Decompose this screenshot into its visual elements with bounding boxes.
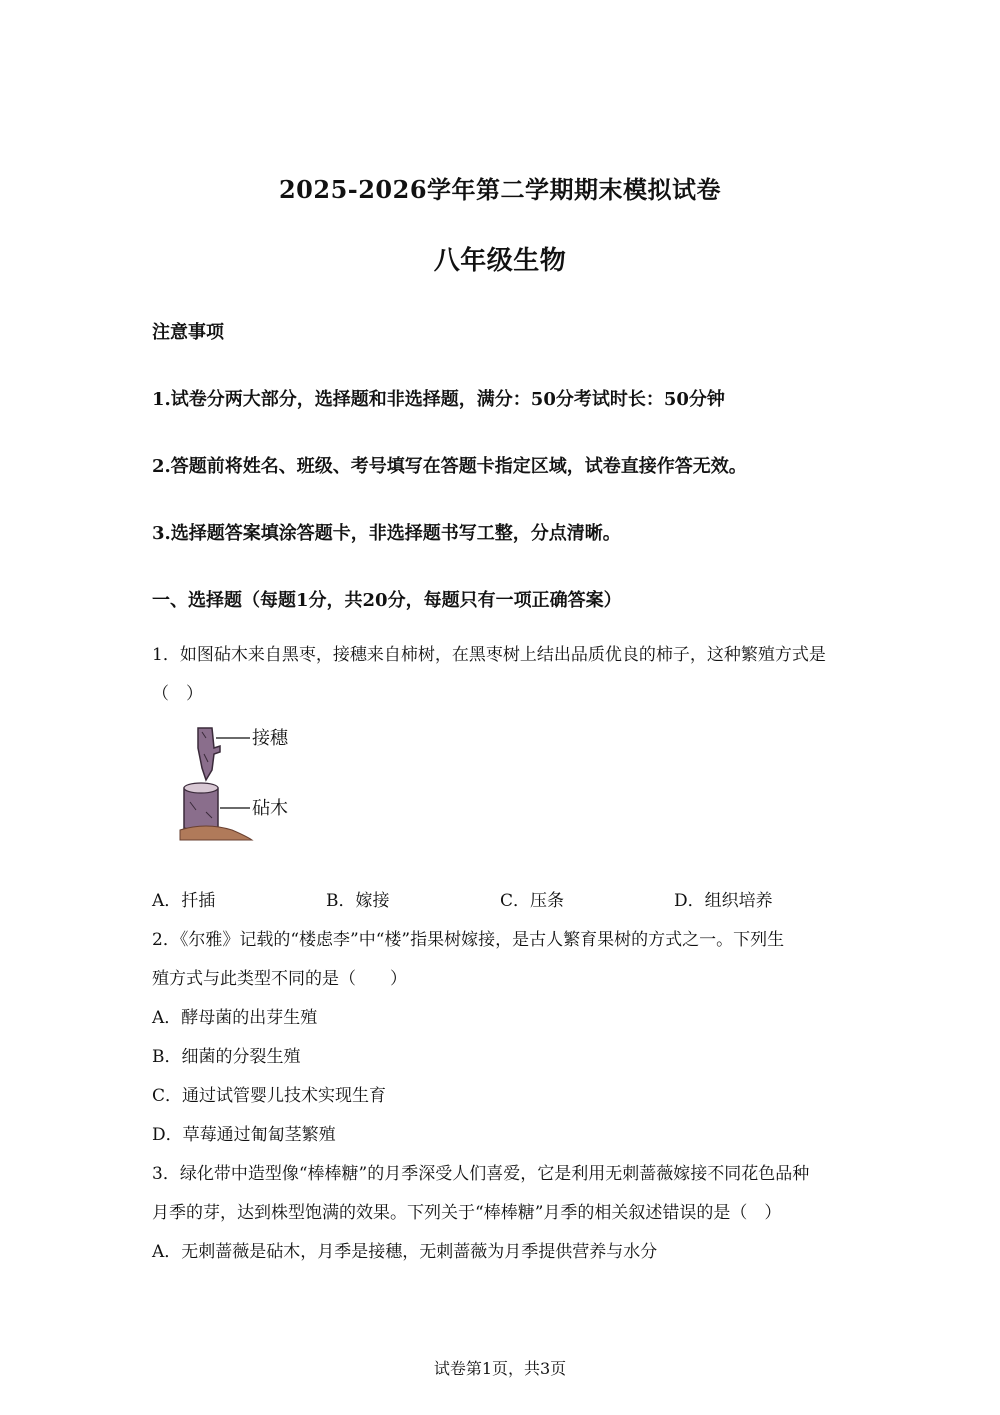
question-2-stem-line-2: 殖方式与此类型不同的是（ ） — [152, 969, 407, 989]
exam-title: 2025-2026学年第二学期期末模拟试卷 — [278, 175, 722, 204]
question-1-stem-line-2: （ ） — [152, 684, 203, 704]
question-3-option-a: A．无刺蔷薇是砧木，月季是接穗，无刺蔷薇为月季提供营养与水分 — [152, 1242, 658, 1262]
question-2-option-c: C．通过试管婴儿技术实现生育 — [152, 1086, 387, 1106]
question-2-option-d: D．草莓通过匍匐茎繁殖 — [152, 1125, 336, 1145]
ground-shape — [180, 826, 252, 840]
notice-heading: 注意事项 — [152, 322, 224, 343]
notice-item-2: 2.答题前将姓名、班级、考号填写在答题卡指定区域，试卷直接作答无效。 — [152, 456, 747, 477]
rootstock-label: 砧木 — [252, 798, 288, 819]
question-2-stem-line-1: 2．《尔雅》记载的“楼虑李”中“楼”指果树嫁接，是古人繁育果树的方式之一。下列生 — [152, 930, 785, 950]
question-1-option-b: B．嫁接 — [326, 891, 390, 911]
question-1-option-d: D．组织培养 — [674, 891, 773, 911]
question-1-option-c: C．压条 — [500, 891, 565, 911]
notice-item-3: 3.选择题答案填涂答题卡，非选择题书写工整，分点清晰。 — [152, 523, 621, 544]
question-3-stem-line-1: 3．绿化带中造型像“棒棒糖”的月季深受人们喜爱，它是利用无刺蔷薇嫁接不同花色品种 — [152, 1164, 810, 1184]
question-1-option-a: A．扦插 — [152, 891, 216, 911]
exam-subject: 八年级生物 — [433, 246, 567, 276]
notice-item-1: 1.试卷分两大部分，选择题和非选择题，满分：50分考试时长：50分钟 — [152, 389, 725, 410]
grafting-figure — [176, 718, 316, 846]
grafting-illustration — [176, 718, 316, 846]
question-2-option-a: A．酵母菌的出芽生殖 — [152, 1008, 318, 1028]
scion-label: 接穗 — [252, 728, 288, 749]
question-3-stem-line-2: 月季的芽，达到株型饱满的效果。下列关于“棒棒糖”月季的相关叙述错误的是（ ） — [152, 1203, 782, 1223]
page-footer: 试卷第1页，共3页 — [433, 1359, 567, 1378]
question-2-option-b: B．细菌的分裂生殖 — [152, 1047, 301, 1067]
question-1-stem-line-1: 1．如图砧木来自黑枣，接穗来自柿树，在黑枣树上结出品质优良的柿子，这种繁殖方式是 — [152, 645, 826, 665]
section-heading: 一、选择题（每题1分，共20分，每题只有一项正确答案） — [152, 590, 622, 611]
scion-shape — [198, 728, 220, 780]
